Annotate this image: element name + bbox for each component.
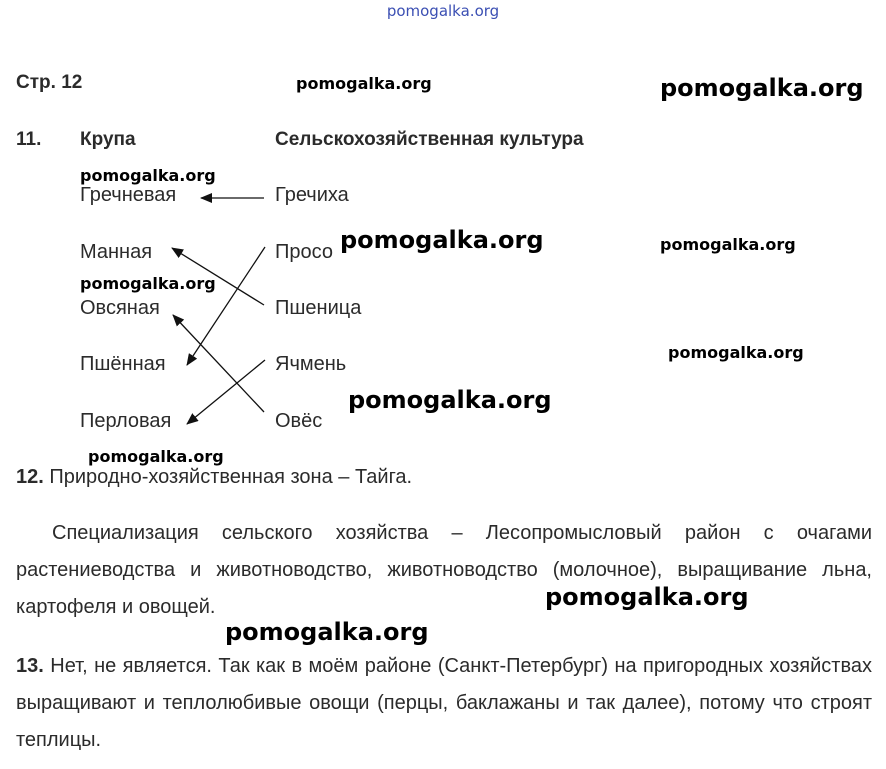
watermark: pomogalka.org — [340, 226, 544, 254]
task12-paragraph: Специализация сельского хозяйства – Лесопромысловый район с очагами растениеводства и животноводство, животноводство (молочное), выращивание льна, картофеля и овощей. — [16, 522, 872, 618]
task12-line1: Природно-хозяйственная зона – Тайга. — [49, 466, 413, 488]
groat-item: Пшённая — [80, 353, 166, 375]
crop-item: Пшеница — [275, 297, 362, 319]
crop-item: Просо — [275, 241, 333, 263]
task12-heading — [16, 466, 412, 489]
watermark: pomogalka.org — [660, 235, 796, 254]
watermark: pomogalka.org — [80, 274, 216, 293]
watermark: pomogalka.org — [88, 447, 224, 466]
crop-item: Овёс — [275, 410, 323, 432]
task13-number: 13. — [16, 655, 44, 677]
watermark: pomogalka.org — [668, 343, 804, 362]
arrow-yachmen-to-perlovaya — [187, 360, 265, 424]
groat-item: Гречневая — [80, 184, 177, 206]
watermark: pomogalka.org — [545, 583, 749, 611]
groat-item: Перловая — [80, 410, 172, 432]
task12-number: 12. — [16, 466, 44, 488]
task13-paragraph-block — [16, 648, 872, 759]
watermark-top: pomogalka.org — [386, 2, 500, 20]
watermark: pomogalka.org — [80, 166, 216, 185]
groat-item: Овсяная — [80, 297, 160, 319]
groats-column-header: Крупа — [80, 129, 136, 150]
watermark: pomogalka.org — [225, 618, 429, 646]
watermark: pomogalka.org — [348, 386, 552, 414]
groat-item: Манная — [80, 241, 153, 263]
task11-number: 11. — [16, 129, 42, 150]
crop-item: Гречиха — [275, 184, 349, 206]
task13-paragraph: Нет, не является. Так как в моём районе (Санкт-Петербург) на пригородных хозяйствах выращивают и теплолюбивые овощи (перцы, баклажаны и так далее), потому что строят теплицы. — [16, 655, 872, 751]
watermark: pomogalka.org — [660, 74, 864, 102]
page-label: Стр. 12 — [16, 72, 83, 93]
crops-column-header: Сельскохозяйственная культура — [275, 129, 584, 150]
crop-item: Ячмень — [275, 353, 347, 375]
watermark: pomogalka.org — [296, 74, 432, 93]
